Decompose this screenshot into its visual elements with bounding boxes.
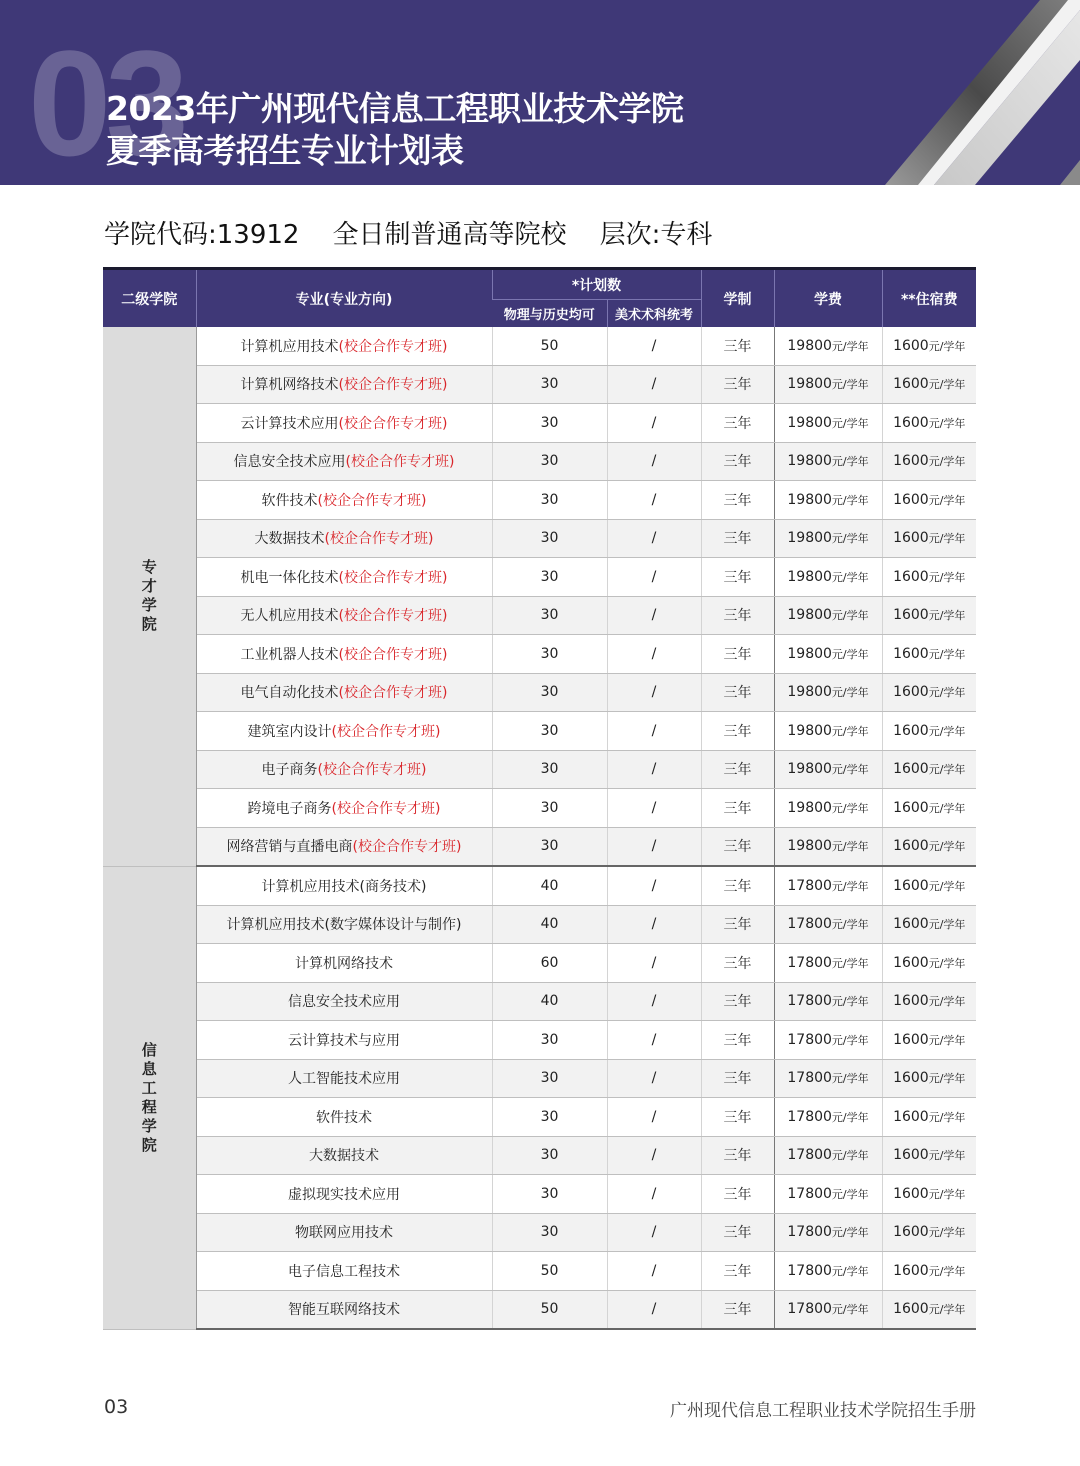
plan-art-cell: /	[607, 558, 701, 597]
table-row	[103, 866, 976, 905]
dorm-fee-cell: 1600元/学年	[882, 750, 976, 789]
major-cell	[196, 404, 492, 443]
tuition-cell: 19800元/学年	[774, 404, 882, 443]
table-row	[103, 750, 976, 789]
duration-cell: 三年	[701, 712, 774, 751]
table-row	[103, 1098, 976, 1137]
duration-cell: 三年	[701, 558, 774, 597]
header-duration: 学制	[701, 269, 774, 328]
plan-art-cell: /	[607, 635, 701, 674]
plan-art-cell: /	[607, 1059, 701, 1098]
tuition-cell: 17800元/学年	[774, 982, 882, 1021]
program-tag: (校企合作专才班)	[324, 531, 434, 548]
table-row	[103, 635, 976, 674]
table-row	[103, 712, 976, 751]
table-row	[103, 1213, 976, 1252]
major-name: 人工智能技术应用	[288, 1071, 400, 1088]
dorm-fee-cell: 1600元/学年	[882, 789, 976, 828]
tuition-cell: 19800元/学年	[774, 596, 882, 635]
plan-physics-history-cell: 30	[492, 673, 607, 712]
dorm-fee-cell: 1600元/学年	[882, 365, 976, 404]
plan-physics-history-cell: 30	[492, 519, 607, 558]
duration-cell: 三年	[701, 404, 774, 443]
tuition-cell: 19800元/学年	[774, 519, 882, 558]
program-tag: (校企合作专才班)	[352, 839, 462, 856]
header-plan: *计划数	[492, 269, 701, 300]
section-number: 03	[28, 19, 183, 185]
major-name: 物联网应用技术	[295, 1225, 393, 1242]
plan-art-cell: /	[607, 905, 701, 944]
duration-cell: 三年	[701, 519, 774, 558]
header-tuition: 学费	[774, 269, 882, 328]
dorm-fee-cell: 1600元/学年	[882, 481, 976, 520]
major-cell	[196, 327, 492, 365]
tuition-cell: 17800元/学年	[774, 1252, 882, 1291]
table-row	[103, 442, 976, 481]
plan-physics-history-cell: 60	[492, 944, 607, 983]
major-cell	[196, 750, 492, 789]
major-cell	[196, 905, 492, 944]
header-plan-art: 美术术科统考	[607, 300, 701, 328]
table-row	[103, 1290, 976, 1329]
major-name: 跨境电子商务	[247, 800, 332, 817]
plan-physics-history-cell: 30	[492, 365, 607, 404]
duration-cell: 三年	[701, 1136, 774, 1175]
table-row	[103, 673, 976, 712]
program-tag: (校企合作专才班)	[331, 800, 441, 817]
duration-cell: 三年	[701, 327, 774, 365]
plan-art-cell: /	[607, 1252, 701, 1291]
education-level: 层次:专科	[599, 220, 713, 250]
program-tag: (校企合作专才班)	[338, 377, 448, 394]
plan-physics-history-cell: 40	[492, 982, 607, 1021]
page-number: 03	[104, 1396, 129, 1418]
duration-cell: 三年	[701, 789, 774, 828]
tuition-cell: 19800元/学年	[774, 558, 882, 597]
major-cell	[196, 1098, 492, 1137]
major-name: 建筑室内设计	[247, 723, 332, 740]
major-name: 无人机应用技术	[240, 608, 339, 625]
major-name: 大数据技术	[309, 1148, 379, 1165]
major-cell	[196, 673, 492, 712]
major-name: 机电一体化技术	[240, 569, 339, 586]
college-group-cell: 专才学院	[103, 327, 196, 866]
table-row	[103, 481, 976, 520]
major-name: 虚拟现实技术应用	[288, 1186, 400, 1203]
plan-art-cell: /	[607, 944, 701, 983]
header-college: 二级学院	[103, 269, 196, 328]
major-cell	[196, 635, 492, 674]
dorm-fee-cell: 1600元/学年	[882, 982, 976, 1021]
program-tag: (校企合作专才班)	[338, 685, 448, 702]
major-name: 计算机应用技术(数字媒体设计与制作)	[226, 917, 462, 934]
table-row	[103, 789, 976, 828]
plan-physics-history-cell: 30	[492, 558, 607, 597]
major-cell	[196, 789, 492, 828]
major-name: 电气自动化技术	[240, 685, 339, 702]
duration-cell: 三年	[701, 673, 774, 712]
major-name: 信息安全技术应用	[288, 994, 400, 1011]
duration-cell: 三年	[701, 1213, 774, 1252]
dorm-fee-cell: 1600元/学年	[882, 635, 976, 674]
college-info	[104, 214, 712, 251]
plan-physics-history-cell: 50	[492, 1290, 607, 1329]
dorm-fee-cell: 1600元/学年	[882, 1213, 976, 1252]
dorm-fee-cell: 1600元/学年	[882, 1098, 976, 1137]
major-cell	[196, 1290, 492, 1329]
major-cell	[196, 558, 492, 597]
dorm-fee-cell: 1600元/学年	[882, 519, 976, 558]
decorative-photo-stripe	[860, 0, 1080, 185]
plan-art-cell: /	[607, 1136, 701, 1175]
tuition-cell: 17800元/学年	[774, 1021, 882, 1060]
dorm-fee-cell: 1600元/学年	[882, 1252, 976, 1291]
dorm-fee-cell: 1600元/学年	[882, 558, 976, 597]
plan-art-cell: /	[607, 442, 701, 481]
plan-art-cell: /	[607, 827, 701, 866]
header-banner	[0, 0, 1080, 185]
plan-physics-history-cell: 30	[492, 827, 607, 866]
tuition-cell: 19800元/学年	[774, 481, 882, 520]
major-cell	[196, 442, 492, 481]
duration-cell: 三年	[701, 635, 774, 674]
major-name: 软件技术	[316, 1109, 372, 1126]
major-name: 工业机器人技术	[240, 646, 339, 663]
dorm-fee-cell: 1600元/学年	[882, 1021, 976, 1060]
plan-art-cell: /	[607, 789, 701, 828]
plan-physics-history-cell: 30	[492, 596, 607, 635]
program-tag: (校企合作专才班)	[345, 454, 455, 471]
table-row	[103, 1136, 976, 1175]
dorm-fee-cell: 1600元/学年	[882, 866, 976, 905]
program-tag: (校企合作专才班)	[338, 338, 448, 355]
table-row	[103, 944, 976, 983]
plan-physics-history-cell: 30	[492, 1136, 607, 1175]
major-name: 计算机应用技术(商务技术)	[261, 878, 427, 895]
program-tag: (校企合作专才班)	[338, 415, 448, 432]
major-cell	[196, 519, 492, 558]
tuition-cell: 17800元/学年	[774, 1059, 882, 1098]
duration-cell: 三年	[701, 905, 774, 944]
plan-physics-history-cell: 30	[492, 1059, 607, 1098]
tuition-cell: 19800元/学年	[774, 750, 882, 789]
plan-physics-history-cell: 50	[492, 327, 607, 365]
duration-cell: 三年	[701, 1175, 774, 1214]
major-name: 云计算技术应用	[240, 415, 339, 432]
tuition-cell: 17800元/学年	[774, 1290, 882, 1329]
duration-cell: 三年	[701, 1021, 774, 1060]
major-cell	[196, 1213, 492, 1252]
publication-name: 广州现代信息工程职业技术学院招生手册	[670, 1401, 976, 1421]
major-name: 计算机网络技术	[240, 377, 339, 394]
major-cell	[196, 712, 492, 751]
dorm-fee-cell: 1600元/学年	[882, 1059, 976, 1098]
title-line-1: 2023年广州现代信息工程职业技术学院	[106, 89, 684, 128]
header-major: 专业(专业方向)	[196, 269, 492, 328]
plan-art-cell: /	[607, 404, 701, 443]
duration-cell: 三年	[701, 1290, 774, 1329]
plan-physics-history-cell: 30	[492, 712, 607, 751]
dorm-fee-cell: 1600元/学年	[882, 712, 976, 751]
dorm-fee-cell: 1600元/学年	[882, 1290, 976, 1329]
major-cell	[196, 1136, 492, 1175]
plan-art-cell: /	[607, 712, 701, 751]
college-group-cell: 信息工程学院	[103, 866, 196, 1329]
dorm-fee-cell: 1600元/学年	[882, 673, 976, 712]
plan-physics-history-cell: 30	[492, 404, 607, 443]
table-row	[103, 558, 976, 597]
plan-art-cell: /	[607, 519, 701, 558]
major-cell	[196, 481, 492, 520]
title-line-2: 夏季高考招生专业计划表	[106, 131, 464, 170]
table-row	[103, 1175, 976, 1214]
major-cell	[196, 1175, 492, 1214]
tuition-cell: 19800元/学年	[774, 712, 882, 751]
table-row	[103, 905, 976, 944]
major-cell	[196, 365, 492, 404]
dorm-fee-cell: 1600元/学年	[882, 327, 976, 365]
duration-cell: 三年	[701, 442, 774, 481]
duration-cell: 三年	[701, 481, 774, 520]
plan-art-cell: /	[607, 327, 701, 365]
header-plan-physics-history: 物理与历史均可	[492, 300, 607, 328]
dorm-fee-cell: 1600元/学年	[882, 404, 976, 443]
dorm-fee-cell: 1600元/学年	[882, 442, 976, 481]
plan-physics-history-cell: 50	[492, 1252, 607, 1291]
table-row	[103, 404, 976, 443]
major-name: 智能互联网络技术	[288, 1302, 400, 1319]
plan-art-cell: /	[607, 1098, 701, 1137]
plan-physics-history-cell: 30	[492, 1175, 607, 1214]
duration-cell: 三年	[701, 866, 774, 905]
plan-physics-history-cell: 30	[492, 1098, 607, 1137]
plan-art-cell: /	[607, 982, 701, 1021]
duration-cell: 三年	[701, 944, 774, 983]
table-row	[103, 365, 976, 404]
major-name: 云计算技术与应用	[288, 1032, 400, 1049]
table-row	[103, 1252, 976, 1291]
plan-physics-history-cell: 30	[492, 1021, 607, 1060]
duration-cell: 三年	[701, 982, 774, 1021]
plan-art-cell: /	[607, 1290, 701, 1329]
duration-cell: 三年	[701, 596, 774, 635]
duration-cell: 三年	[701, 1059, 774, 1098]
plan-physics-history-cell: 30	[492, 750, 607, 789]
plan-art-cell: /	[607, 365, 701, 404]
table-row	[103, 982, 976, 1021]
plan-physics-history-cell: 40	[492, 905, 607, 944]
table-row	[103, 1059, 976, 1098]
duration-cell: 三年	[701, 750, 774, 789]
major-cell	[196, 596, 492, 635]
plan-art-cell: /	[607, 673, 701, 712]
program-tag: (校企合作专才班)	[331, 723, 441, 740]
dorm-fee-cell: 1600元/学年	[882, 905, 976, 944]
tuition-cell: 17800元/学年	[774, 1098, 882, 1137]
plan-art-cell: /	[607, 866, 701, 905]
institution-type: 全日制普通高等院校	[332, 220, 567, 250]
tuition-cell: 19800元/学年	[774, 673, 882, 712]
plan-art-cell: /	[607, 1213, 701, 1252]
plan-art-cell: /	[607, 1021, 701, 1060]
duration-cell: 三年	[701, 1098, 774, 1137]
major-name: 电子信息工程技术	[288, 1263, 400, 1280]
plan-art-cell: /	[607, 750, 701, 789]
tuition-cell: 17800元/学年	[774, 866, 882, 905]
plan-physics-history-cell: 40	[492, 866, 607, 905]
duration-cell: 三年	[701, 1252, 774, 1291]
dorm-fee-cell: 1600元/学年	[882, 944, 976, 983]
college-code: 学院代码:13912	[104, 220, 300, 250]
table-row	[103, 1021, 976, 1060]
major-name: 网络营销与直播电商	[226, 839, 353, 856]
plan-physics-history-cell: 30	[492, 481, 607, 520]
major-name: 软件技术	[261, 492, 318, 509]
table-row	[103, 519, 976, 558]
tuition-cell: 19800元/学年	[774, 827, 882, 866]
plan-physics-history-cell: 30	[492, 442, 607, 481]
major-cell	[196, 1059, 492, 1098]
program-tag: (校企合作专才班)	[338, 569, 448, 586]
duration-cell: 三年	[701, 827, 774, 866]
enrollment-plan-table	[103, 267, 976, 1330]
tuition-cell: 19800元/学年	[774, 635, 882, 674]
plan-art-cell: /	[607, 481, 701, 520]
plan-art-cell: /	[607, 596, 701, 635]
major-cell	[196, 944, 492, 983]
table-row	[103, 827, 976, 866]
dorm-fee-cell: 1600元/学年	[882, 1136, 976, 1175]
dorm-fee-cell: 1600元/学年	[882, 827, 976, 866]
major-name: 计算机应用技术	[240, 338, 339, 355]
table-row	[103, 596, 976, 635]
tuition-cell: 17800元/学年	[774, 905, 882, 944]
major-name: 大数据技术	[254, 531, 325, 548]
duration-cell: 三年	[701, 365, 774, 404]
header-dorm: **住宿费	[882, 269, 976, 328]
major-cell	[196, 1021, 492, 1060]
program-tag: (校企合作专才班)	[338, 646, 448, 663]
dorm-fee-cell: 1600元/学年	[882, 1175, 976, 1214]
plan-physics-history-cell: 30	[492, 789, 607, 828]
table-row	[103, 327, 976, 365]
plan-physics-history-cell: 30	[492, 635, 607, 674]
major-name: 信息安全技术应用	[233, 454, 346, 471]
program-tag: (校企合作专才班)	[338, 608, 448, 625]
program-tag: (校企合作专才班)	[317, 492, 427, 509]
major-cell	[196, 982, 492, 1021]
dorm-fee-cell: 1600元/学年	[882, 596, 976, 635]
tuition-cell: 17800元/学年	[774, 1136, 882, 1175]
tuition-cell: 19800元/学年	[774, 442, 882, 481]
tuition-cell: 19800元/学年	[774, 789, 882, 828]
tuition-cell: 17800元/学年	[774, 944, 882, 983]
major-cell	[196, 1252, 492, 1291]
program-tag: (校企合作专才班)	[317, 762, 427, 779]
major-cell	[196, 827, 492, 866]
plan-physics-history-cell: 30	[492, 1213, 607, 1252]
tuition-cell: 19800元/学年	[774, 327, 882, 365]
major-name: 计算机网络技术	[295, 955, 393, 972]
major-cell	[196, 866, 492, 905]
tuition-cell: 19800元/学年	[774, 365, 882, 404]
plan-art-cell: /	[607, 1175, 701, 1214]
tuition-cell: 17800元/学年	[774, 1213, 882, 1252]
page-title	[106, 88, 683, 172]
tuition-cell: 17800元/学年	[774, 1175, 882, 1214]
major-name: 电子商务	[261, 762, 318, 779]
